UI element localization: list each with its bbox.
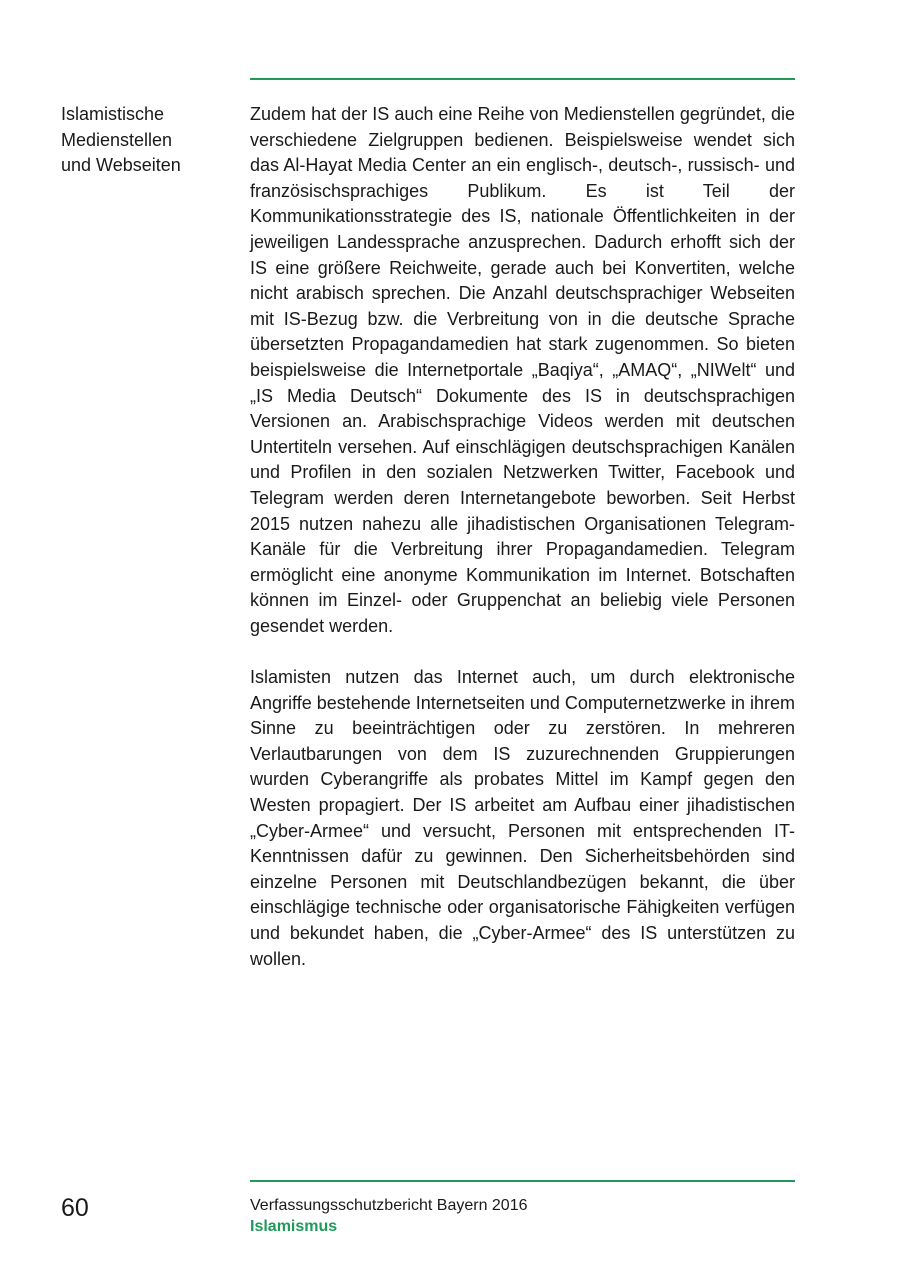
section-title: Islamismus: [250, 1218, 338, 1235]
body-text: [250, 102, 795, 998]
margin-note: Islamistische Medienstellen und Webseiten: [61, 104, 181, 175]
header-rule: [250, 78, 795, 80]
page-number: 60: [61, 1194, 89, 1222]
footer-rule: [250, 1180, 795, 1182]
footer: [250, 1195, 528, 1237]
paragraph: Islamisten nutzen das Internet auch, um durch elektronische Angriffe bestehende Internetseiten und Computernetzwerke in ihrem Sinne zu beeinträchtigen oder zu zerstören. In mehreren Verlautbarungen von dem IS zuzurechnenden Gruppierungen wurden Cyberangriffe als probates Mittel im Kampf gegen den Westen propagiert. Der IS arbeitet am Aufbau einer jihadistischen „Cyber-Armee“ und versucht, Personen mit entsprechenden IT-Kenntnissen dafür zu gewinnen. Den Sicherheitsbehörden sind einzelne Personen mit Deutschlandbezügen bekannt, die über einschlägige technische oder organisatorische Fähigkeiten verfügen und bekundet haben, die „Cyber-Armee“ des IS unterstützen zu wollen.: [250, 667, 795, 969]
publication-title: Verfassungsschutzbericht Bayern 2016: [250, 1197, 528, 1214]
paragraph: Zudem hat der IS auch eine Reihe von Medienstellen gegründet, die verschiedene Zielgruppen bedienen. Beispielsweise wendet sich das Al-Hayat Media Center an ein englisch-, deutsch-, russisch- und französischsprachiges Publikum. Es ist Teil der Kommunikationsstrategie des IS, nationale Öffentlichkeiten in der jeweiligen Landessprache anzusprechen. Dadurch erhofft sich der IS eine größere Reichweite, gerade auch bei Konvertiten, welche nicht arabisch sprechen. Die Anzahl deutschsprachiger Webseiten mit IS-Bezug bzw. die Verbreitung von in die deutsche Sprache übersetzten Propagandamedien hat stark zugenommen. So bieten beispielsweise die Internetportale „Baqiya“, „AMAQ“, „NIWelt“ und „IS Media Deutsch“ Dokumente des IS in deutschsprachigen Versionen an. Arabischsprachige Videos werden mit deutschen Untertiteln versehen. Auf einschlägigen deutschsprachigen Kanälen und Profilen in den sozialen Netzwerken Twitter, Facebook und Telegram werden deren Internetangebote beworben. Seit Herbst 2015 nutzen nahezu alle jihadistischen Organisationen Telegram-Kanäle für die Verbreitung ihrer Propagandamedien. Telegram ermöglicht eine anonyme Kommunikation im Internet. Botschaften können im Einzel- oder Gruppenchat an beliebig viele Personen gesendet werden.: [250, 104, 795, 636]
